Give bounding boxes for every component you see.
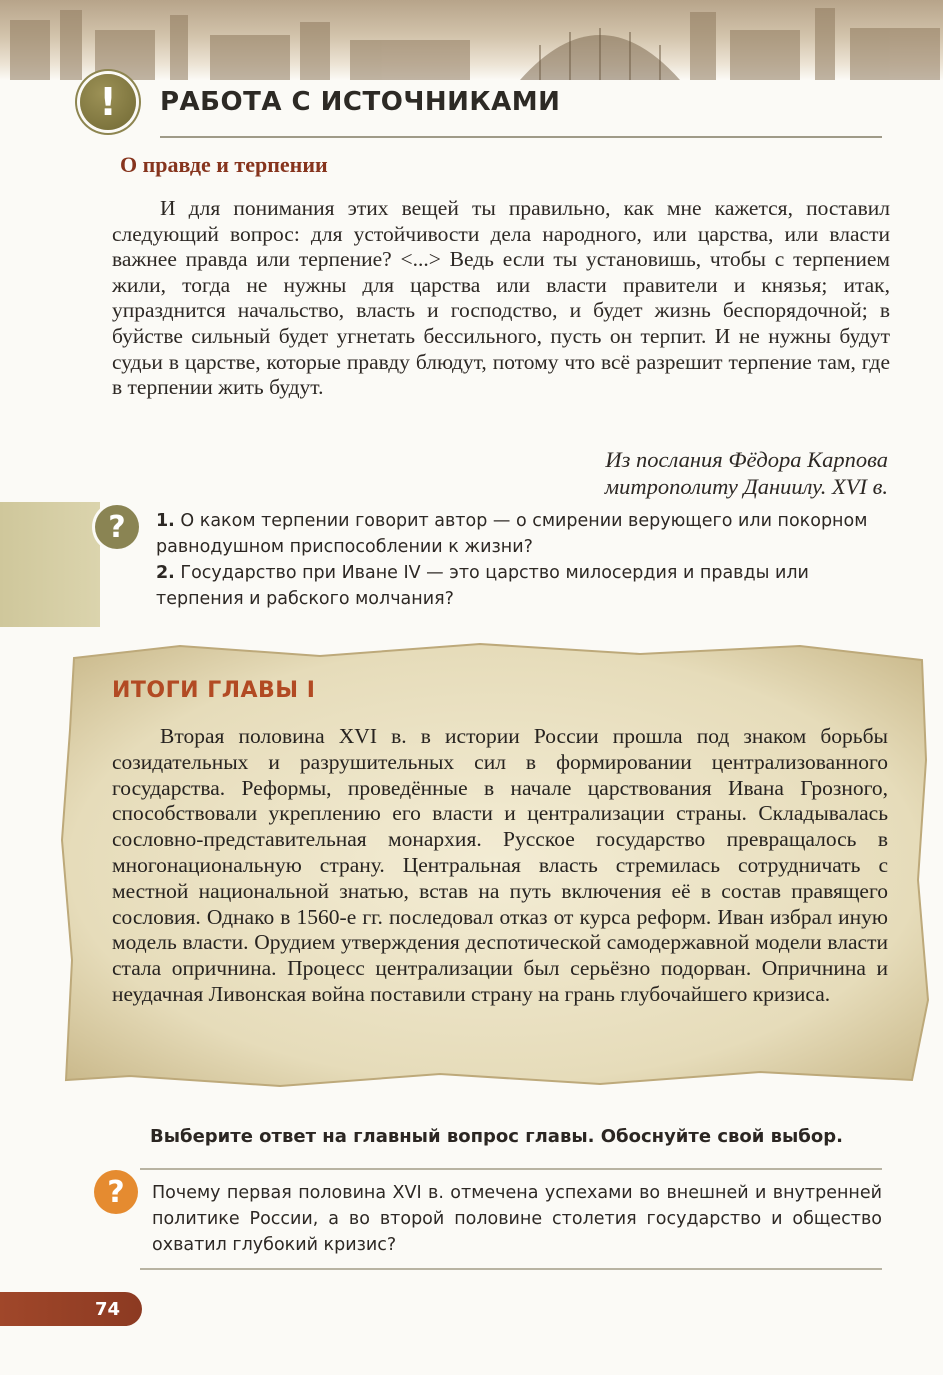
- section-title: РАБОТА С ИСТОЧНИКАМИ: [160, 87, 561, 117]
- attribution-line: митрополиту Даниилу. XVI в.: [604, 474, 888, 499]
- divider: [140, 1168, 882, 1170]
- question-icon: ?: [94, 1170, 138, 1214]
- top-banner-illustration: [0, 0, 943, 80]
- margin-stripe: [0, 502, 100, 627]
- attribution-line: Из послания Фёдора Карпова: [605, 447, 888, 472]
- section-header: [80, 74, 560, 130]
- summary-title: ИТОГИ ГЛАВЫ I: [112, 678, 316, 703]
- exclamation-icon: !: [80, 74, 136, 130]
- question-icon: ?: [95, 505, 139, 549]
- source-attribution: [605, 446, 888, 500]
- main-task: Выберите ответ на главный вопрос главы. Обоснуйте свой выбор.: [150, 1126, 843, 1147]
- question-number: 2.: [156, 563, 175, 583]
- question-item: [156, 508, 896, 560]
- summary-text: Вторая половина XVI в. в истории России прошла под знаком борьбы созидательных и разрушительных сил в формировании централизованного государства. Реформы, проведённые в начале царствования Ивана Грозного, способствовали укреплению его власти и централизации страны. Складывалась сословно-представительная монархия. Русское государство превращалось в многонациональную страну. Центральная власть стремилась сотрудничать с местной национальной знатью, встав на путь включения её в состав правящего сословия. Однако в 1560-е гг. последовал отказ от курса реформ. Иван избрал иную модель власти. Орудием утверждения деспотической самодержавной модели власти стала опричнина. Процесс централизации был серьёзно подорван. Опричнина и неудачная Ливонская война поставили страну на грань глубочайшего кризиса.: [112, 724, 888, 1006]
- source-title: О правде и терпении: [120, 152, 328, 177]
- question-item: [156, 560, 896, 612]
- question-text: О каком терпении говорит автор — о смирении верующего или покорном равнодушном приспособлении к жизни?: [156, 511, 868, 557]
- source-questions: [156, 508, 896, 612]
- question-number: 1.: [156, 511, 175, 531]
- divider: [140, 1268, 882, 1270]
- source-text: И для понимания этих вещей ты правильно, как мне кажется, поставил следующий вопрос: для устойчивости дела народного, или царства, или власти важнее правда или терпение? <...> Ведь если ты установишь, чтобы с терпением жили, тогда не нужны для царства или власти правители и князья; итак, упразднится начальство, власть и господство, и будет жизнь беспорядочной; в буйстве сильный будет угнетать бессильного, пусть он терпит. И не нужны будут судьи в царстве, которые правду блюдут, потому что всё разрешит терпение там, где в терпении жить будут.: [112, 196, 890, 400]
- header-divider: [160, 136, 882, 138]
- page-number: 74: [0, 1292, 142, 1326]
- final-question: Почему первая половина XVI в. отмечена успехами во внешней и внутренней политике России, а во второй половине столетия государство и общество охватил глубокий кризис?: [152, 1183, 882, 1255]
- question-text: Государство при Иване IV — это царство милосердия и правды или терпения и рабского молчания?: [156, 563, 809, 609]
